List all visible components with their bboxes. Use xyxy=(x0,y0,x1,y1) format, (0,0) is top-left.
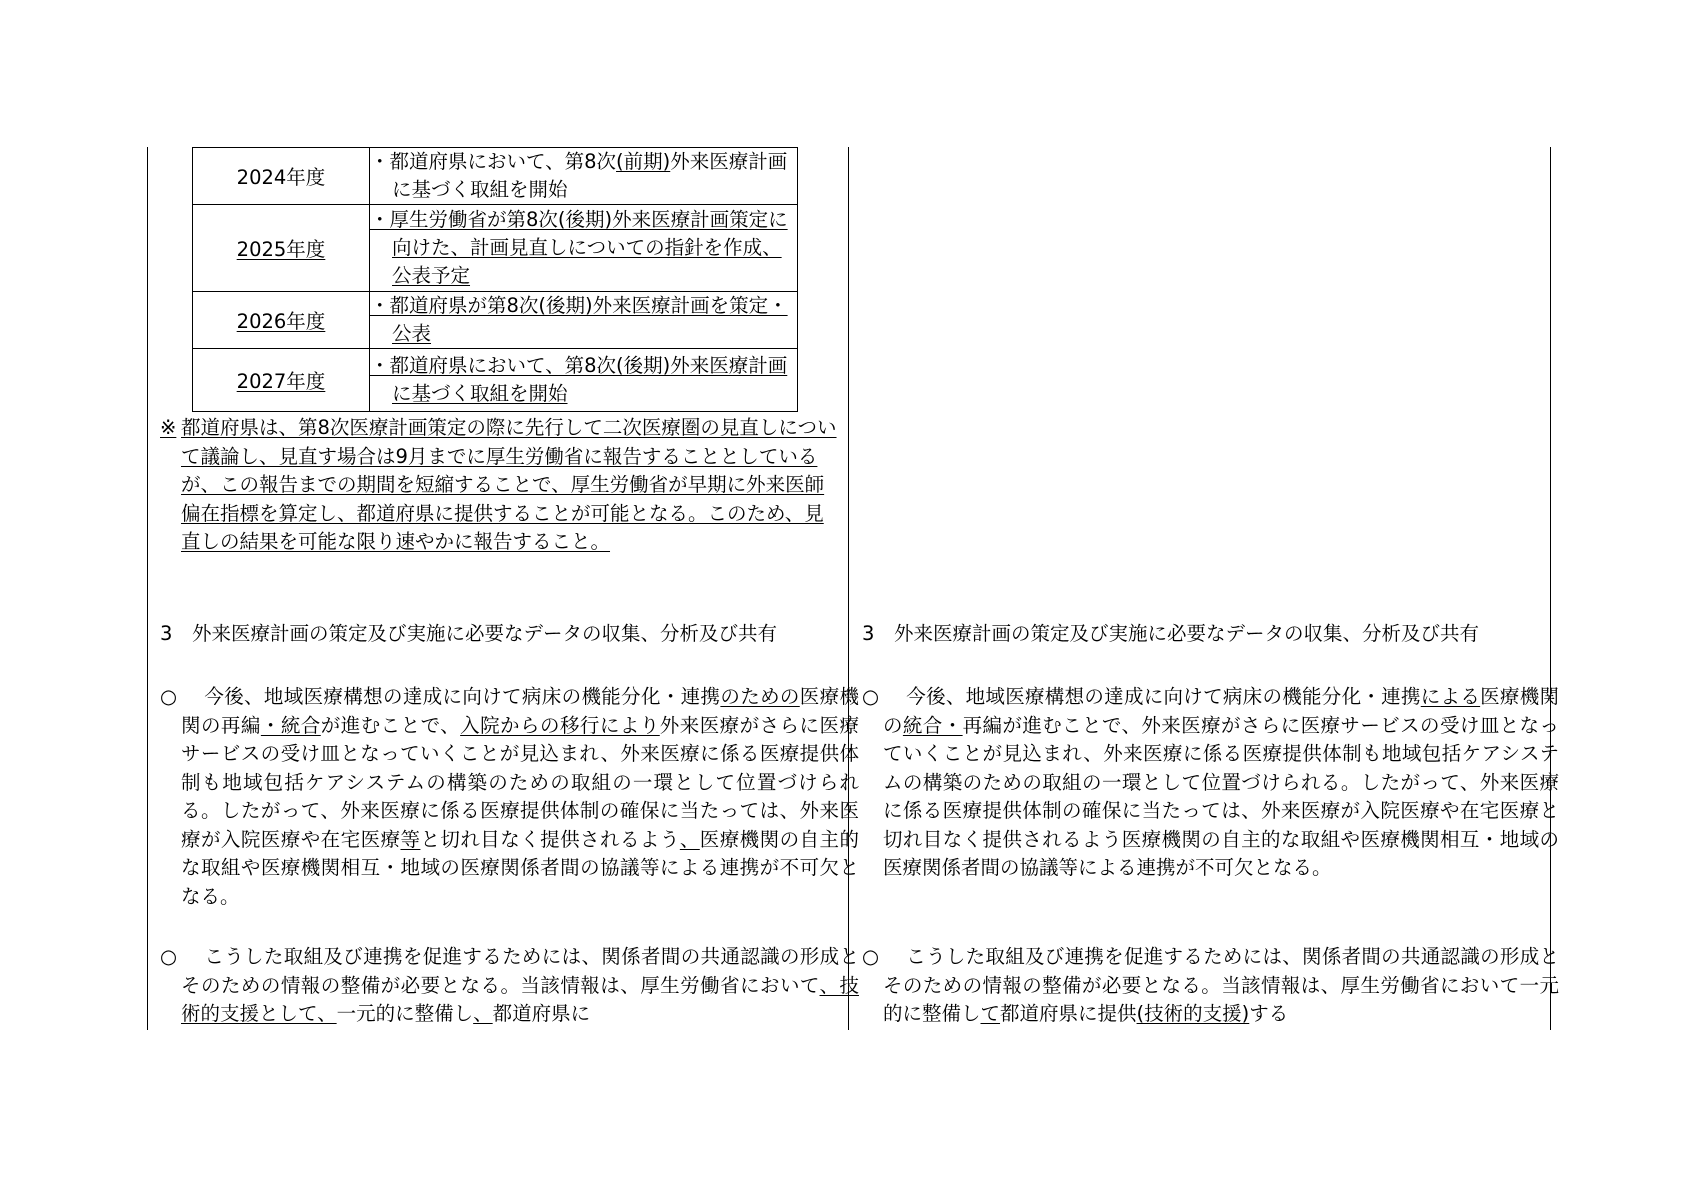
schedule-row xyxy=(193,205,798,292)
circle-bullet-icon: ○ xyxy=(862,685,880,708)
schedule-year: 2024年度 xyxy=(193,148,370,205)
section-heading: 3 外来医療計画の策定及び実施に必要なデータの収集、分析及び共有 xyxy=(862,622,1480,645)
schedule-description: ・都道府県において、第8次(後期)外来医療計画に基づく取組を開始 xyxy=(370,349,798,412)
schedule-year: 2027年度 xyxy=(193,349,370,412)
circle-bullet-icon: ○ xyxy=(862,945,880,968)
right-border-line xyxy=(1550,147,1551,1030)
note-mark: ※ xyxy=(160,416,177,439)
paragraph: ○ 今後、地域医療構想の達成に向けて病床の機能分化・連携のための医療機関の再編・統合が進むことで、入院からの移行により外来医療がさらに医療サービスの受け皿となっていくことが見込まれ、外来医療に係る医療提供体制も地域包括ケアシステムの構築のための取組の一環として位置づけられる。したがって、外来医療に係る医療提供体制の確保に当たっては、外来医療が入院医療や在宅医療等と切れ目なく提供されるよう、医療機関の自主的な取組や医療機関相互・地域の医療関係者間の協議等による連携が不可欠となる。 xyxy=(160,685,859,908)
schedule-row xyxy=(193,292,798,349)
schedule-description: ・都道府県において、第8次(前期)外来医療計画に基づく取組を開始 xyxy=(370,148,798,205)
paragraph: ○ こうした取組及び連携を促進するためには、関係者間の共通認識の形成とそのための情報の整備が必要となる。当該情報は、厚生労働省において、技術的支援として、一元的に整備し、都道府県に xyxy=(160,945,859,1025)
schedule-row xyxy=(193,148,798,205)
revised-column xyxy=(160,147,859,1025)
schedule-description: ・都道府県が第8次(後期)外来医療計画を策定・公表 xyxy=(370,292,798,349)
schedule-table xyxy=(192,147,798,412)
schedule-year: 2025年度 xyxy=(193,205,370,292)
schedule-year: 2026年度 xyxy=(193,292,370,349)
paragraph: ○ こうした取組及び連携を促進するためには、関係者間の共通認識の形成とそのための情報の整備が必要となる。当該情報は、厚生労働省において一元的に整備して都道府県に提供(技術的支援)する xyxy=(862,945,1559,1025)
schedule-note: ※ 都道府県は、第8次医療計画策定の際に先行して二次医療圏の見直しについて議論し、見直す場合は9月までに厚生労働省に報告することとしているが、この報告までの期間を短縮することで、厚生労働省が早期に外来医師偏在指標を算定し、都道府県に提供することが可能となる。このため、見直しの結果を可能な限り速やかに報告すること。 xyxy=(160,416,837,553)
section-heading: 3 外来医療計画の策定及び実施に必要なデータの収集、分析及び共有 xyxy=(160,622,778,645)
schedule-row xyxy=(193,349,798,412)
left-border-line xyxy=(147,147,148,1030)
paragraph: ○ 今後、地域医療構想の達成に向けて病床の機能分化・連携による医療機関の統合・再編が進むことで、外来医療がさらに医療サービスの受け皿となっていくことが見込まれ、外来医療に係る医療提供体制も地域包括ケアシステムの構築のための取組の一環として位置づけられる。したがって、外来医療に係る医療提供体制の確保に当たっては、外来医療が入院医療や在宅医療と切れ目なく提供されるよう医療機関の自主的な取組や医療機関相互・地域の医療関係者間の協議等による連携が不可欠となる。 xyxy=(862,685,1559,879)
circle-bullet-icon: ○ xyxy=(160,685,178,708)
circle-bullet-icon: ○ xyxy=(160,945,178,968)
schedule-description: ・厚生労働省が第8次(後期)外来医療計画策定に向けた、計画見直しについての指針を作成、公表予定 xyxy=(370,205,798,292)
